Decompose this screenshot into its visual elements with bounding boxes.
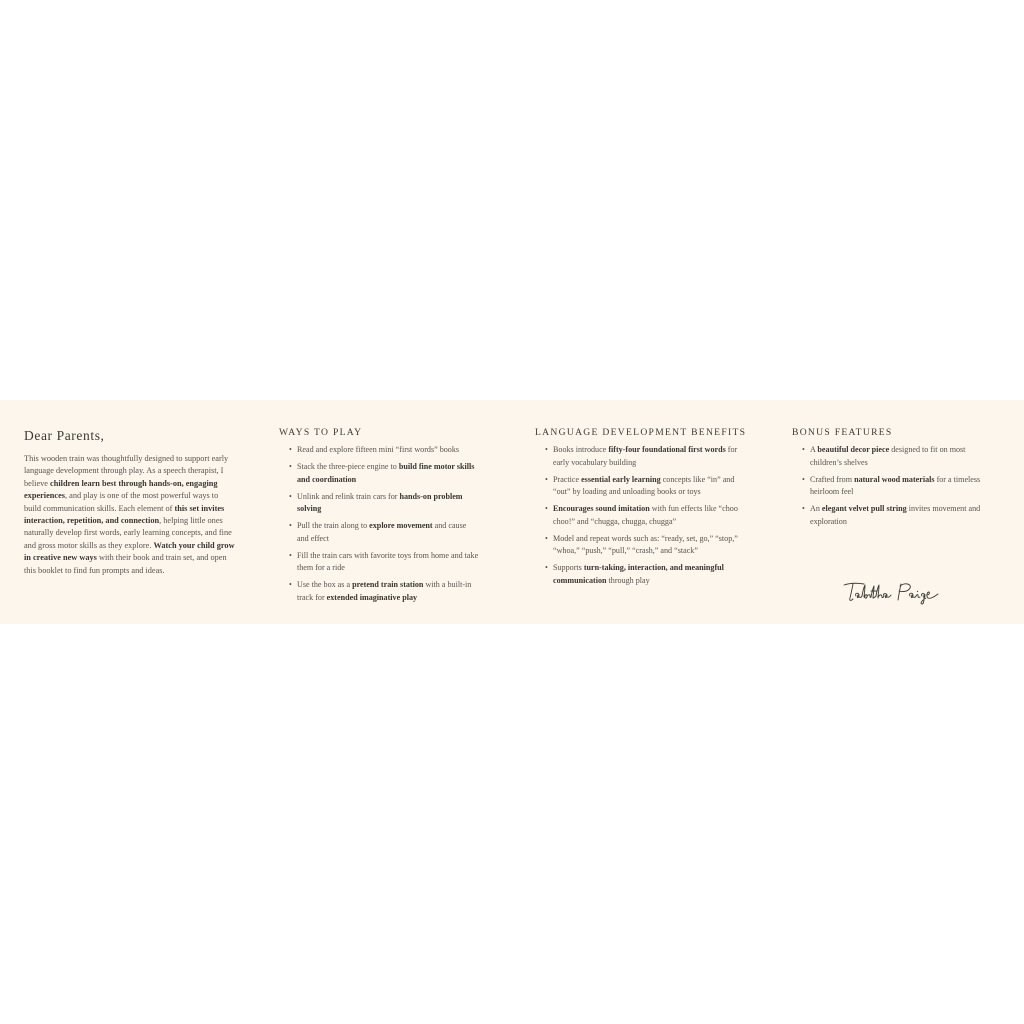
text-run: This wooden train was thoughtfully designed to support early language development through play. As a speech therapist, I believe <box>24 454 229 488</box>
emphasis-text: essential early learning <box>581 474 661 484</box>
text-run: with their book and train set, and open this booklet to find fun prompts and ideas. <box>24 553 227 575</box>
emphasis-text: extended imaginative play <box>326 592 418 602</box>
emphasis-text: turn-taking, interaction, and meaningful communication <box>553 563 724 585</box>
language-benefits-list <box>545 444 745 592</box>
bullet-item <box>545 562 745 587</box>
emphasis-text: Encourages sound imitation <box>553 504 650 514</box>
text-run: Fill the train cars with favorite toys from home and take them for a ride <box>297 550 479 573</box>
language-benefits-heading: LANGUAGE DEVELOPMENT BENEFITS <box>535 427 747 438</box>
bullet-item <box>289 491 479 516</box>
letter-greeting: Dear Parents, <box>24 428 105 443</box>
bullet-item <box>289 444 479 457</box>
text-run: through play <box>606 575 650 585</box>
emphasis-text: explore movement <box>369 521 433 531</box>
bullet-item <box>289 520 479 545</box>
emphasis-text: elegant velvet pull string <box>821 504 907 514</box>
text-run: with fun effects like “choo choo!” and “chugga, chugga, chugga” <box>553 504 738 526</box>
text-run: Books introduce <box>553 445 609 454</box>
text-run: , helping little ones naturally develop first words, early learning concepts, and fine and gross motor skills as they explore. <box>24 516 232 550</box>
text-run: Model and repeat words such as: “ready, set, go,” “stop,” “whoa,” “push,” “pull,” “crash,” and “stack” <box>553 533 738 556</box>
bullet-item <box>545 503 745 528</box>
text-run: Supports <box>553 563 584 573</box>
text-run: , and play is one of the most powerful ways to build communication skills. Each element of <box>24 491 219 513</box>
bullet-item <box>545 444 745 469</box>
emphasis-text: build fine motor skills and coordination <box>297 462 475 484</box>
emphasis-text: beautiful decor piece <box>817 445 890 454</box>
text-run: Use the box as a <box>297 580 353 590</box>
bullet-item <box>802 474 992 499</box>
text-run: Crafted from <box>810 474 855 484</box>
ways-to-play-heading: WAYS TO PLAY <box>279 427 363 438</box>
text-run: A <box>810 445 818 454</box>
text-run: designed to fit on most children’s shelves <box>810 445 966 467</box>
text-run: for a timeless heirloom feel <box>810 474 981 497</box>
text-run: with a built-in track for <box>297 580 472 602</box>
bullet-item <box>545 533 745 558</box>
signature-image <box>842 578 952 606</box>
bullet-item <box>802 503 992 528</box>
ways-to-play-list <box>289 444 479 609</box>
text-run: Stack the three-piece engine to <box>297 462 399 472</box>
bonus-features-heading: BONUS FEATURES <box>792 427 893 438</box>
text-run: Practice <box>553 474 582 484</box>
text-run: Unlink and relink train cars for <box>297 491 400 501</box>
text-run: Pull the train along to <box>297 521 370 531</box>
bullet-item <box>545 474 745 499</box>
emphasis-text: Watch your child grow in creative new ways <box>24 540 235 563</box>
emphasis-text: natural wood materials <box>854 474 935 484</box>
text-run: invites movement and exploration <box>810 504 981 526</box>
emphasis-text: children learn best through hands-on, engaging experiences <box>24 478 218 501</box>
emphasis-text: fifty-four foundational first words <box>608 445 726 454</box>
letter-body <box>24 453 236 577</box>
bullet-item <box>289 461 479 486</box>
text-run: An <box>810 504 822 514</box>
bullet-item <box>802 444 992 469</box>
emphasis-text: hands-on problem solving <box>297 491 463 514</box>
text-run: for early vocabulary building <box>553 445 738 467</box>
text-run: concepts like “in” and “out” by loading and unloading books or toys <box>553 474 735 497</box>
emphasis-text: this set invites interaction, repetition, and connection <box>24 503 225 526</box>
text-run: Read and explore fifteen mini “first words” books <box>297 445 460 454</box>
emphasis-text: pretend train station <box>352 580 424 590</box>
bullet-item <box>289 579 479 604</box>
bullet-item <box>289 550 479 575</box>
text-run: and cause and effect <box>297 521 467 543</box>
bonus-features-list <box>802 444 992 533</box>
